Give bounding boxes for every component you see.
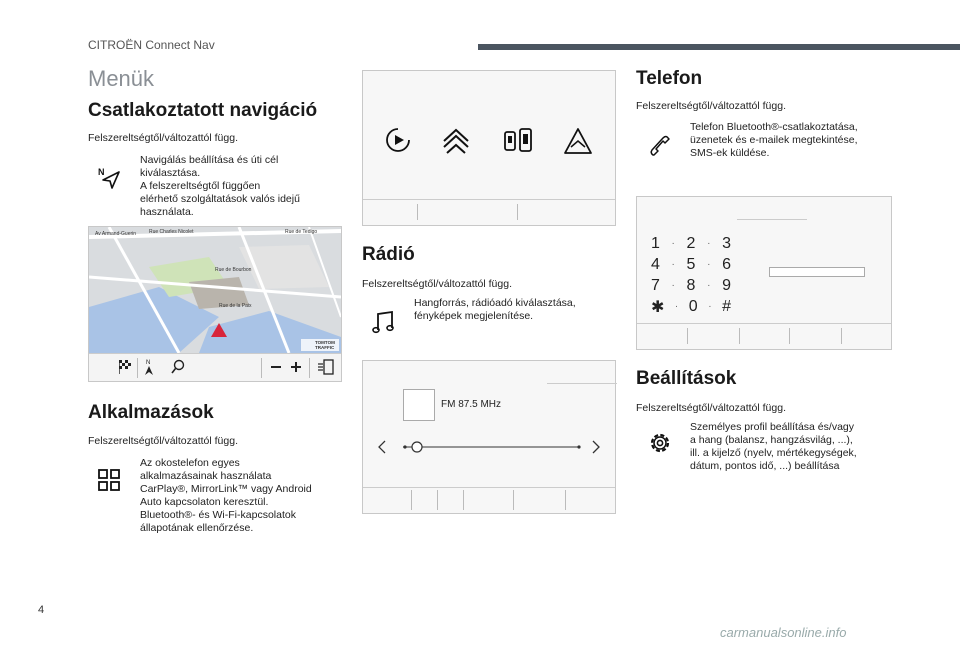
keypad-separator: · bbox=[671, 259, 675, 270]
map-label: Rue Charles Nicolet bbox=[149, 229, 194, 235]
toolbar-divider bbox=[687, 328, 688, 344]
navigation-screen bbox=[88, 226, 342, 382]
radio-description: Hangforrás, rádióadó kiválasztása, fényképek megjelenítése. bbox=[414, 297, 576, 322]
apps-description: Az okostelefon egyes alkalmazásainak használata CarPlay®, MirrorLink™ vagy Android Auto kapcsolaton keresztül. Bluetooth®- és Wi-Fi-kapcsolatok állapotának ellenőrzése. bbox=[140, 457, 312, 534]
page-title: Menük bbox=[88, 66, 155, 91]
watermark: carmanualsonline.info bbox=[720, 625, 847, 640]
toolbar-divider bbox=[513, 490, 514, 510]
toolbar-divider bbox=[411, 490, 412, 510]
phone-availability: Felszereltségtől/változattól függ. bbox=[636, 100, 786, 112]
keypad-key[interactable]: 1 bbox=[651, 234, 660, 252]
keypad-row bbox=[651, 254, 731, 275]
apps-title: Alkalmazások bbox=[88, 402, 214, 423]
keypad-key[interactable]: ✱ bbox=[651, 298, 665, 316]
keypad-row bbox=[651, 275, 731, 296]
keypad-separator: · bbox=[707, 259, 711, 270]
toolbar-divider bbox=[565, 490, 566, 510]
map-toolbar bbox=[89, 353, 341, 381]
header-bar bbox=[478, 44, 960, 50]
toolbar-divider bbox=[739, 328, 740, 344]
keypad-separator: · bbox=[707, 238, 711, 249]
mirrorlink-icon[interactable] bbox=[503, 127, 533, 160]
keypad-key[interactable]: 3 bbox=[722, 234, 731, 252]
toolbar-divider bbox=[841, 328, 842, 344]
keypad-key[interactable]: 8 bbox=[686, 276, 696, 294]
toolbar-divider bbox=[517, 204, 518, 220]
carplay-icon[interactable] bbox=[385, 127, 411, 158]
music-note-icon bbox=[372, 310, 396, 334]
finish-flag-icon[interactable] bbox=[119, 360, 133, 379]
compass-icon[interactable] bbox=[143, 358, 155, 381]
phone-description: Telefon Bluetooth®-csatlakoztatása, üzenetek és e-mailek megtekintése, SMS-ek küldése. bbox=[690, 121, 858, 159]
svg-text:N: N bbox=[98, 167, 105, 177]
brand-header: CITROËN Connect Nav bbox=[88, 38, 215, 52]
android-auto-icon[interactable] bbox=[441, 127, 471, 160]
keypad-key[interactable]: # bbox=[722, 297, 731, 315]
dial-number-field[interactable] bbox=[769, 267, 865, 277]
toolbar-divider bbox=[437, 490, 438, 510]
radio-screen-toolbar bbox=[363, 487, 615, 513]
phone-title: Telefon bbox=[636, 68, 703, 89]
keypad-key[interactable]: 6 bbox=[722, 255, 731, 273]
map-label: Rue de la Paix bbox=[219, 303, 252, 309]
gear-icon bbox=[647, 430, 673, 456]
phone-icon bbox=[648, 134, 672, 158]
settings-availability: Felszereltségtől/változattól függ. bbox=[636, 402, 786, 414]
map-label: Rue de Bourbon bbox=[215, 267, 252, 273]
zoom-out-icon[interactable] bbox=[269, 360, 283, 379]
map-view bbox=[89, 227, 341, 353]
toolbar-divider bbox=[417, 204, 418, 220]
traffic-badge: TOMTOM TRAFFIC bbox=[315, 340, 335, 350]
keypad-key[interactable]: 0 bbox=[688, 297, 698, 315]
toolbar-divider bbox=[309, 358, 310, 378]
toolbar-divider bbox=[463, 490, 464, 510]
apps-availability: Felszereltségtől/változattól függ. bbox=[88, 435, 238, 447]
keypad-key[interactable]: 2 bbox=[686, 234, 696, 252]
dial-keypad bbox=[651, 233, 731, 317]
keypad-separator: · bbox=[671, 280, 675, 291]
map-label: Av Armand-Guerin bbox=[95, 231, 137, 237]
radio-title: Rádió bbox=[362, 244, 415, 265]
keypad-separator: · bbox=[674, 301, 679, 312]
frequency-slider[interactable] bbox=[403, 439, 583, 460]
phone-screen bbox=[636, 196, 892, 350]
radio-screen bbox=[362, 360, 616, 514]
keypad-key[interactable]: 5 bbox=[686, 255, 696, 273]
screen-divider bbox=[547, 383, 617, 384]
navigation-availability: Felszereltségtől/változattól függ. bbox=[88, 132, 238, 144]
keypad-separator: · bbox=[707, 280, 711, 291]
toolbar-divider bbox=[137, 358, 138, 378]
settings-description: Személyes profil beállítása és/vagy a hang (balansz, hangzásvilág, ...), ill. a kijelző (nyelv, mértékegységek, dátum, pontos idő, ...) beállítása bbox=[690, 421, 857, 472]
settings-title: Beállítások bbox=[636, 368, 737, 389]
navigation-icon bbox=[98, 166, 122, 192]
keypad-key[interactable]: 9 bbox=[722, 276, 731, 294]
navigation-description: Navigálás beállítása és úti cél kiválasztása. A felszereltségtől függően elérhető szolgáltatások valós idejű használata. bbox=[140, 154, 300, 218]
toolbar-divider bbox=[789, 328, 790, 344]
apps-screen bbox=[362, 70, 616, 226]
keypad-separator: · bbox=[708, 301, 712, 312]
map-settings-icon[interactable] bbox=[317, 359, 335, 380]
chevron-left-icon[interactable] bbox=[377, 439, 387, 460]
radio-availability: Felszereltségtől/változattól függ. bbox=[362, 278, 512, 290]
connectivity-icon[interactable] bbox=[563, 127, 593, 160]
apps-grid-icon bbox=[98, 469, 120, 491]
screen-divider bbox=[737, 219, 807, 220]
map-label: Rue de Tedigo bbox=[285, 229, 318, 235]
toolbar-divider bbox=[261, 358, 262, 378]
zoom-in-icon[interactable] bbox=[289, 360, 303, 379]
search-icon[interactable] bbox=[171, 359, 185, 380]
keypad-separator: · bbox=[671, 238, 675, 249]
keypad-row bbox=[651, 233, 731, 254]
svg-text:N: N bbox=[146, 360, 151, 366]
keypad-key[interactable]: 4 bbox=[651, 255, 660, 273]
apps-screen-toolbar bbox=[363, 199, 615, 225]
keypad-key[interactable]: 7 bbox=[651, 276, 660, 294]
phone-screen-toolbar bbox=[637, 323, 891, 349]
chevron-right-icon[interactable] bbox=[591, 439, 601, 460]
station-frequency: FM 87.5 MHz bbox=[441, 399, 502, 410]
station-artwork bbox=[403, 389, 435, 421]
page-number: 4 bbox=[38, 604, 45, 616]
keypad-row bbox=[651, 296, 731, 317]
navigation-title: Csatlakoztatott navigáció bbox=[88, 100, 318, 121]
